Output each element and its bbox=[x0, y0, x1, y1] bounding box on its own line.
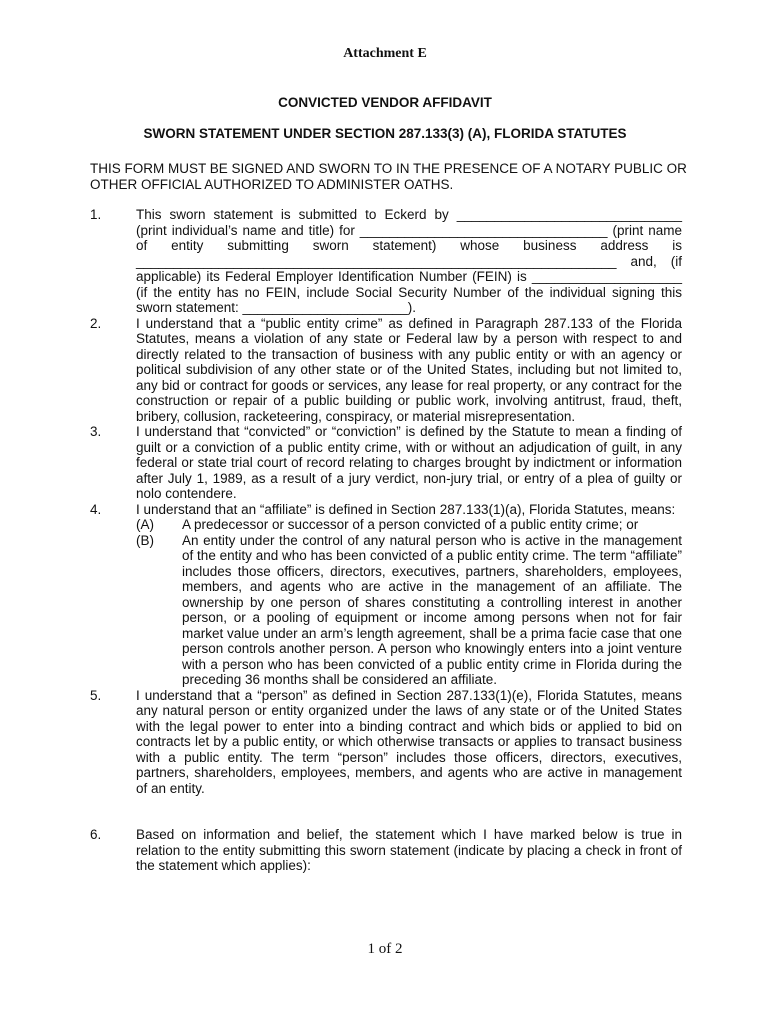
list-item-2 bbox=[90, 316, 682, 425]
list-item-4 bbox=[90, 502, 682, 688]
item-text: This sworn statement is submitted to Eckerd by ______________________________ (print individual’s name and title) for _________________________________ (print name of entity submitting sworn statement) whose business address is ________________________________________________________________ and, (if applicable) its Federal Employer Identification Number (FEIN) is ____________________ (if the entity has no FEIN, include Social Security Number of the individual signing this sworn statement: ______________________). bbox=[136, 207, 682, 315]
item-number: 2. bbox=[90, 315, 102, 331]
statement-list bbox=[90, 207, 682, 874]
list-item-5 bbox=[90, 688, 682, 797]
list-item-6 bbox=[90, 827, 682, 874]
notary-instructions: THIS FORM MUST BE SIGNED AND SWORN TO IN THE PRESENCE OF A NOTARY PUBLIC OR OTHER OFFICIAL AUTHORIZED TO ADMINISTER OATHS. bbox=[90, 161, 687, 192]
item-number: 4. bbox=[90, 501, 102, 517]
item-text: I understand that “convicted” or “conviction” is defined by the Statute to mean a finding of guilt or a conviction of a public entity crime, with or without an adjudication of guilt, in any federal or state trial court of record relating to charges brought by indictment or information after July 1, 1989, as a result of a jury verdict, non-jury trial, or entry of a plea of guilty or nolo contendere. bbox=[136, 424, 682, 501]
item-number: 1. bbox=[90, 207, 102, 222]
list-item-1 bbox=[90, 207, 682, 316]
document-title: CONVICTED VENDOR AFFIDAVIT bbox=[278, 95, 492, 110]
item-number: 6. bbox=[90, 827, 102, 842]
sub-item-b bbox=[136, 533, 682, 688]
item-number: 5. bbox=[90, 687, 102, 703]
sub-item-label: (A) bbox=[136, 517, 154, 532]
item-text: I understand that an “affiliate” is defined in Section 287.133(1)(a), Florida Statutes, means: bbox=[136, 501, 676, 517]
attachment-label: Attachment E bbox=[343, 46, 427, 61]
item-text: I understand that a “public entity crime” as defined in Paragraph 287.133 of the Florida Statutes, means a violation of any state or Federal law by a person with respect to and directly related to the transaction of business with any public entity or with an agency or political subdivision of any other state or of the United States, including but not limited to, any bid or contract for goods or services, any lease for real property, or any contract for the construction or repair of a public building or public work, involving antitrust, fraud, theft, bribery, collusion, racketeering, conspiracy, or material misrepresentation. bbox=[136, 315, 682, 424]
sub-item-a bbox=[136, 517, 682, 533]
page-number: 1 of 2 bbox=[367, 941, 403, 957]
document-subtitle: SWORN STATEMENT UNDER SECTION 287.133(3) (A), FLORIDA STATUTES bbox=[143, 126, 627, 141]
list-item-3 bbox=[90, 424, 682, 502]
item-text: Based on information and belief, the statement which I have marked below is true in relation to the entity submitting this sworn statement (indicate by placing a check in front of the statement which applies): bbox=[136, 827, 682, 873]
sub-item-text: An entity under the control of any natural person who is active in the management of the entity and who has been convicted of a public entity crime. The term “affiliate” includes those officers, directors, executives, partners, shareholders, employees, members, and agents who are active in the management of an affiliate. The ownership by one person of shares constituting a controlling interest in another person, or a pooling of equipment or income among persons when not for fair market value under an arm’s length agreement, shall be a prima facie case that one person controls another person. A person who knowingly enters into a joint venture with a person who has been convicted of a public entity crime in Florida during the preceding 36 months shall be considered an affiliate. bbox=[182, 532, 682, 687]
sub-item-text: A predecessor or successor of a person convicted of a public entity crime; or bbox=[182, 517, 639, 532]
item-text: I understand that a “person” as defined in Section 287.133(1)(e), Florida Statutes, means any natural person or entity organized under the laws of any state or of the United States with the legal power to enter into a binding contract and which bids or applied to bid on contracts let by a public entity, or which otherwise transacts or applies to transact business with a public entity. The term “person” includes those officers, directors, executives, partners, shareholders, employees, members, and agents who are active in management of an entity. bbox=[136, 687, 682, 796]
item-number: 3. bbox=[90, 424, 102, 439]
sub-item-label: (B) bbox=[136, 532, 154, 548]
spacer bbox=[90, 796, 682, 827]
